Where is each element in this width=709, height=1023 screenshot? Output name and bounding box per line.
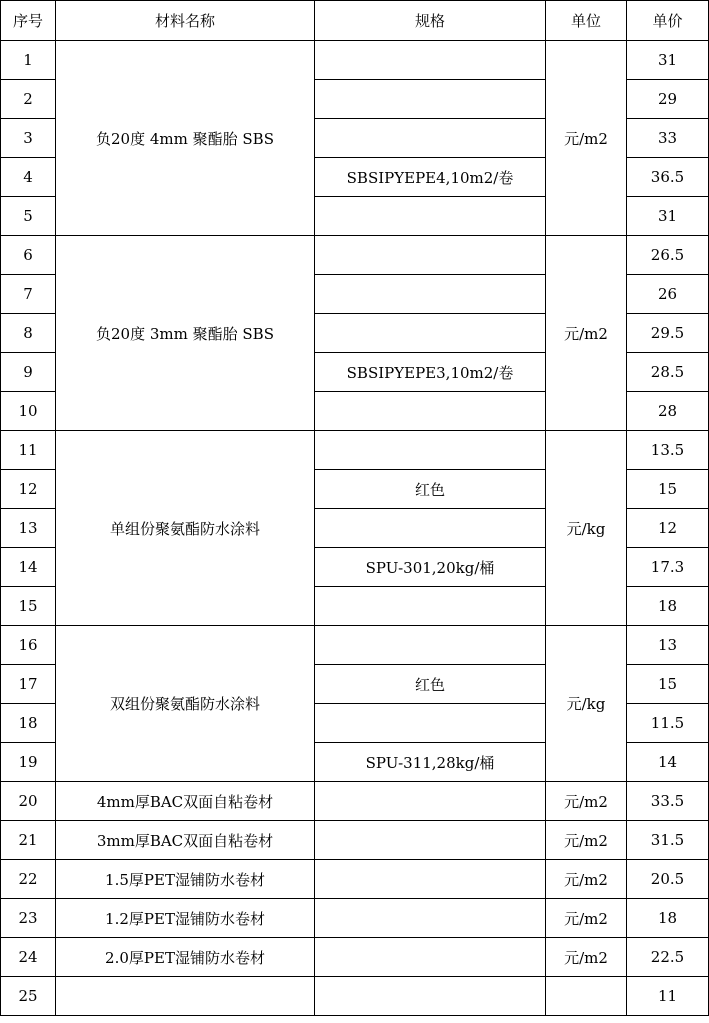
header-price: 单价 bbox=[627, 1, 709, 41]
table-row bbox=[1, 782, 709, 821]
seq-cell: 12 bbox=[1, 470, 56, 509]
seq-cell: 25 bbox=[1, 977, 56, 1016]
spec-cell bbox=[315, 392, 546, 431]
price-cell: 13.5 bbox=[627, 431, 709, 470]
seq-cell: 3 bbox=[1, 119, 56, 158]
seq-cell: 18 bbox=[1, 704, 56, 743]
price-cell: 28.5 bbox=[627, 353, 709, 392]
table-row bbox=[1, 977, 709, 1016]
spec-cell bbox=[315, 197, 546, 236]
spec-cell bbox=[315, 782, 546, 821]
seq-cell: 8 bbox=[1, 314, 56, 353]
spec-cell bbox=[315, 977, 546, 1016]
header-row bbox=[1, 1, 709, 41]
price-cell: 28 bbox=[627, 392, 709, 431]
unit-cell: 元/m2 bbox=[546, 782, 627, 821]
seq-cell: 17 bbox=[1, 665, 56, 704]
material-name-cell: 负20度 4mm 聚酯胎 SBS bbox=[56, 41, 315, 236]
table-row bbox=[1, 938, 709, 977]
material-name-cell bbox=[56, 977, 315, 1016]
spec-cell bbox=[315, 860, 546, 899]
spec-cell bbox=[315, 80, 546, 119]
seq-cell: 4 bbox=[1, 158, 56, 197]
seq-cell: 1 bbox=[1, 41, 56, 80]
table-row bbox=[1, 626, 709, 665]
spec-cell bbox=[315, 821, 546, 860]
unit-cell: 元/m2 bbox=[546, 821, 627, 860]
material-name-cell: 1.5厚PET湿铺防水卷材 bbox=[56, 860, 315, 899]
price-cell: 36.5 bbox=[627, 158, 709, 197]
price-table-body bbox=[1, 1, 709, 1016]
seq-cell: 19 bbox=[1, 743, 56, 782]
price-cell: 18 bbox=[627, 587, 709, 626]
price-cell: 33.5 bbox=[627, 782, 709, 821]
material-name-cell: 负20度 3mm 聚酯胎 SBS bbox=[56, 236, 315, 431]
price-cell: 26.5 bbox=[627, 236, 709, 275]
spec-cell bbox=[315, 509, 546, 548]
price-cell: 14 bbox=[627, 743, 709, 782]
material-name-cell: 1.2厚PET湿铺防水卷材 bbox=[56, 899, 315, 938]
spec-cell: 红色 bbox=[315, 665, 546, 704]
material-name-cell: 双组份聚氨酯防水涂料 bbox=[56, 626, 315, 782]
table-row bbox=[1, 899, 709, 938]
spec-cell bbox=[315, 899, 546, 938]
price-cell: 11.5 bbox=[627, 704, 709, 743]
unit-cell: 元/m2 bbox=[546, 899, 627, 938]
header-material: 材料名称 bbox=[56, 1, 315, 41]
spec-cell: SPU-311,28kg/桶 bbox=[315, 743, 546, 782]
price-cell: 31 bbox=[627, 197, 709, 236]
header-spec: 规格 bbox=[315, 1, 546, 41]
spec-cell bbox=[315, 704, 546, 743]
spec-cell bbox=[315, 236, 546, 275]
price-cell: 29 bbox=[627, 80, 709, 119]
seq-cell: 11 bbox=[1, 431, 56, 470]
spec-cell: SBSIPYEPE4,10m2/卷 bbox=[315, 158, 546, 197]
price-cell: 20.5 bbox=[627, 860, 709, 899]
seq-cell: 9 bbox=[1, 353, 56, 392]
material-name-cell: 2.0厚PET湿铺防水卷材 bbox=[56, 938, 315, 977]
spec-cell: SPU-301,20kg/桶 bbox=[315, 548, 546, 587]
table-row bbox=[1, 860, 709, 899]
price-cell: 33 bbox=[627, 119, 709, 158]
price-cell: 26 bbox=[627, 275, 709, 314]
spec-cell bbox=[315, 41, 546, 80]
seq-cell: 21 bbox=[1, 821, 56, 860]
seq-cell: 5 bbox=[1, 197, 56, 236]
seq-cell: 13 bbox=[1, 509, 56, 548]
seq-cell: 16 bbox=[1, 626, 56, 665]
price-cell: 11 bbox=[627, 977, 709, 1016]
material-name-cell: 3mm厚BAC双面自粘卷材 bbox=[56, 821, 315, 860]
price-cell: 18 bbox=[627, 899, 709, 938]
seq-cell: 23 bbox=[1, 899, 56, 938]
spec-cell bbox=[315, 431, 546, 470]
material-name-cell: 4mm厚BAC双面自粘卷材 bbox=[56, 782, 315, 821]
unit-cell: 元/m2 bbox=[546, 236, 627, 431]
spec-cell bbox=[315, 119, 546, 158]
seq-cell: 22 bbox=[1, 860, 56, 899]
spec-cell bbox=[315, 587, 546, 626]
spec-cell bbox=[315, 938, 546, 977]
seq-cell: 15 bbox=[1, 587, 56, 626]
unit-cell: 元/kg bbox=[546, 626, 627, 782]
table-row bbox=[1, 431, 709, 470]
seq-cell: 14 bbox=[1, 548, 56, 587]
table-row bbox=[1, 236, 709, 275]
unit-cell: 元/m2 bbox=[546, 41, 627, 236]
price-cell: 31.5 bbox=[627, 821, 709, 860]
unit-cell: 元/m2 bbox=[546, 938, 627, 977]
price-cell: 29.5 bbox=[627, 314, 709, 353]
spec-cell bbox=[315, 626, 546, 665]
price-cell: 12 bbox=[627, 509, 709, 548]
price-cell: 15 bbox=[627, 470, 709, 509]
spec-cell bbox=[315, 314, 546, 353]
table-row bbox=[1, 821, 709, 860]
unit-cell: 元/kg bbox=[546, 431, 627, 626]
spec-cell bbox=[315, 275, 546, 314]
spec-cell: 红色 bbox=[315, 470, 546, 509]
material-name-cell: 单组份聚氨酯防水涂料 bbox=[56, 431, 315, 626]
unit-cell: 元/m2 bbox=[546, 860, 627, 899]
price-cell: 15 bbox=[627, 665, 709, 704]
unit-cell bbox=[546, 977, 627, 1016]
seq-cell: 20 bbox=[1, 782, 56, 821]
price-cell: 17.3 bbox=[627, 548, 709, 587]
price-cell: 31 bbox=[627, 41, 709, 80]
table-row bbox=[1, 41, 709, 80]
seq-cell: 2 bbox=[1, 80, 56, 119]
header-unit: 单位 bbox=[546, 1, 627, 41]
seq-cell: 6 bbox=[1, 236, 56, 275]
price-cell: 13 bbox=[627, 626, 709, 665]
seq-cell: 10 bbox=[1, 392, 56, 431]
header-seq: 序号 bbox=[1, 1, 56, 41]
price-cell: 22.5 bbox=[627, 938, 709, 977]
seq-cell: 24 bbox=[1, 938, 56, 977]
seq-cell: 7 bbox=[1, 275, 56, 314]
spec-cell: SBSIPYEPE3,10m2/卷 bbox=[315, 353, 546, 392]
